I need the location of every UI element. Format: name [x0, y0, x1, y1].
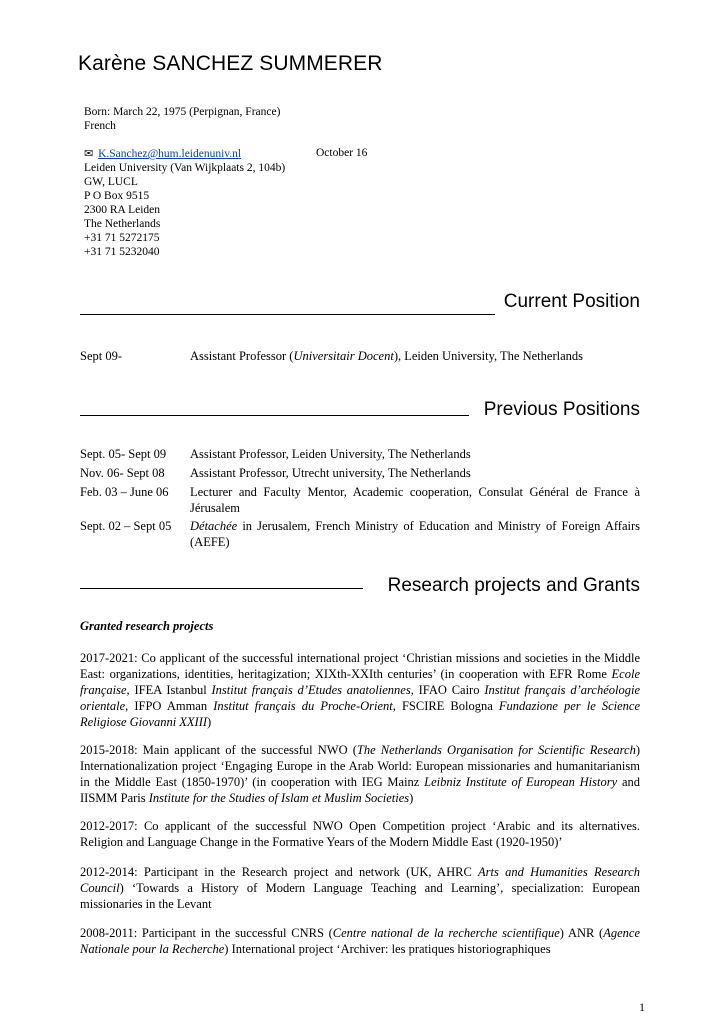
research-paragraph: 2017-2021: Co applicant of the successful international project ‘Christian missions and societies in the Middle East: organizations, identities, heritagization; XIXth-XXIth centuries’ (in cooperation with EFR Rome Ecole française, IFEA Istanbul Institut français d’Etudes anatoliennes, IFAO Cairo Institut français d’archéologie orientale, IFPO Amman Institut français du Proche-Orient, FSCIRE Bologna Fundazione per le Science Religiose Giovanni XXIII)	[80, 651, 641, 729]
address-line: 2300 RA Leiden	[84, 204, 161, 216]
position-desc: Assistant Professor (Universitair Docent), Leiden University, The Netherlands	[190, 349, 583, 363]
email-line	[84, 147, 285, 161]
position-desc: Détachée in Jerusalem, French Ministry of Education and Ministry of Foreign Affairs (AEFE)	[190, 519, 640, 549]
position-row	[80, 348, 640, 364]
page-number: 1	[639, 1000, 645, 1014]
section-heading-current: Current Position	[503, 291, 640, 312]
mail-icon: ✉	[84, 148, 94, 160]
address-line: P O Box 9515	[84, 190, 150, 202]
position-row	[80, 465, 640, 481]
address-line: Leiden University (Van Wijkplaats 2, 104b)	[84, 162, 286, 174]
nationality: French	[84, 120, 116, 132]
position-date: Sept 09-	[80, 349, 123, 363]
section-rule	[80, 588, 363, 589]
research-paragraph: 2012-2014: Participant in the Research project and network (UK, AHRC Arts and Humanities Research Council) ‘Towards a History of Modern Language Teaching and Learning’, specialization: European missionaries in the Levant	[80, 865, 640, 911]
section-rule	[80, 314, 495, 315]
position-desc: Assistant Professor, Utrecht university, The Netherlands	[190, 466, 471, 480]
research-paragraph: 2012-2017: Co applicant of the successful NWO Open Competition project ‘Arabic and its alternatives. Religion and Language Change in the Formative Years of the Modern Middle East (1920-1950)’	[80, 819, 640, 849]
cv-name: Karène SANCHEZ SUMMERER	[78, 52, 383, 75]
position-date: Nov. 06- Sept 08	[80, 466, 165, 480]
position-row	[80, 484, 640, 516]
subheading: Granted research projects	[80, 619, 214, 633]
contact-block	[84, 147, 285, 259]
research-paragraph: 2015-2018: Main applicant of the successful NWO (The Netherlands Organisation for Scientific Research) Internationalization project ‘Engaging Europe in the Arab World: European missionaries and humanitarianism in the Middle East (1850-1970)’ (in cooperation with IEG Mainz Leibniz Institute of European History and IISMM Paris Institute for the Studies of Islam et Muslim Societies)	[80, 743, 640, 805]
address-line: GW, LUCL	[84, 176, 138, 188]
position-date: Sept. 02 – Sept 05	[80, 519, 172, 533]
date-note: October 16	[316, 147, 368, 159]
phone-line: +31 71 5232040	[84, 246, 160, 258]
position-date: Sept. 05- Sept 09	[80, 447, 167, 461]
birth-info: Born: March 22, 1975 (Perpignan, France)	[84, 106, 281, 118]
position-desc: Lecturer and Faculty Mentor, Academic cooperation, Consulat Général de France à Jérusalem	[190, 485, 640, 515]
position-date: Feb. 03 – June 06	[80, 485, 169, 499]
personal-info	[84, 105, 280, 133]
position-desc: Assistant Professor, Leiden University, The Netherlands	[190, 447, 471, 461]
position-row	[80, 518, 640, 550]
research-paragraph: 2008-2011: Participant in the successful CNRS (Centre national de la recherche scientifique) ANR (Agence Nationale pour la Recherche) International project ‘Archiver: les pratiques historiographiques	[80, 926, 640, 956]
email-link[interactable]: K.Sanchez@hum.leidenuniv.nl	[98, 148, 242, 160]
address-line: The Netherlands	[84, 218, 161, 230]
position-row	[80, 446, 640, 462]
phone-line: +31 71 5272175	[84, 232, 160, 244]
section-heading-research: Research projects and Grants	[387, 575, 640, 596]
section-rule	[80, 415, 469, 416]
section-heading-previous: Previous Positions	[483, 399, 640, 420]
